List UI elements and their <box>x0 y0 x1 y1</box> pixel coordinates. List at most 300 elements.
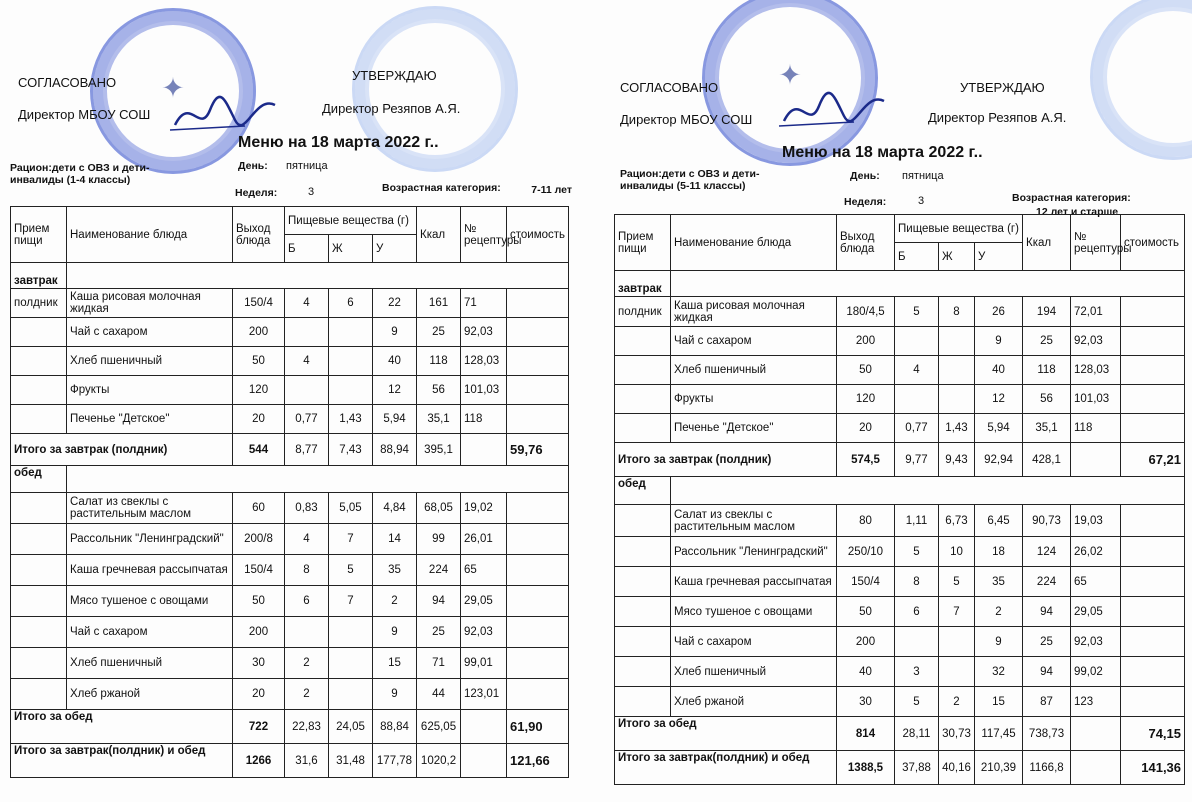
page-title: Меню на 18 марта 2022 г.. <box>782 144 983 161</box>
dish-b: 5 <box>895 687 939 717</box>
approved-by: Директор МБОУ СОШ <box>620 112 753 127</box>
dish-b: 3 <box>895 657 939 687</box>
ration-text: Рацион:дети с ОВЗ и дети-инвалиды (1-4 классы) <box>10 162 150 186</box>
dish-u: 9 <box>975 627 1023 657</box>
table-row <box>615 687 1185 717</box>
total-u: 117,45 <box>975 717 1023 751</box>
total-cost: 59,76 <box>507 434 569 466</box>
dish-recipe: 123 <box>1071 687 1121 717</box>
total-b: 9,77 <box>895 443 939 477</box>
approved-by: Директор МБОУ СОШ <box>18 107 151 122</box>
dish-name: Салат из свеклы с растительным маслом <box>67 493 233 524</box>
meal-sub: полдник <box>11 289 67 318</box>
dish-b: 4 <box>895 356 939 385</box>
dish-kcal: 99 <box>417 524 461 555</box>
dish-u: 2 <box>975 597 1023 627</box>
dish-u: 15 <box>975 687 1023 717</box>
section-spacer <box>67 263 569 289</box>
col-meal: Прием пищи <box>615 215 671 271</box>
total-kcal: 738,73 <box>1023 717 1071 751</box>
total-label: Итого за обед <box>615 717 837 751</box>
table-row <box>615 537 1185 567</box>
grand-total-cost: 121,66 <box>507 744 569 778</box>
table-row <box>11 555 569 586</box>
dish-output: 150/4 <box>233 289 285 318</box>
dish-recipe: 99,01 <box>461 648 507 679</box>
dish-name: Рассольник "Ленинградский" <box>67 524 233 555</box>
dish-zh <box>939 657 975 687</box>
dish-output: 50 <box>837 597 895 627</box>
dish-kcal: 124 <box>1023 537 1071 567</box>
dish-output: 60 <box>233 493 285 524</box>
dish-name: Мясо тушеное с овощами <box>671 597 837 627</box>
total-u: 88,94 <box>373 434 417 466</box>
total-row <box>615 443 1185 477</box>
dish-u: 35 <box>975 567 1023 597</box>
table-row <box>11 679 569 710</box>
dish-recipe: 118 <box>461 405 507 434</box>
dish-name: Мясо тушеное с овощами <box>67 586 233 617</box>
dish-zh: 7 <box>329 524 373 555</box>
dish-cost <box>507 289 569 318</box>
grand-total-row <box>11 744 569 778</box>
dish-b: 2 <box>285 648 329 679</box>
dish-name: Фрукты <box>671 385 837 414</box>
dish-b: 4 <box>285 347 329 376</box>
dish-name: Печенье "Детское" <box>67 405 233 434</box>
dish-output: 150/4 <box>233 555 285 586</box>
total-output: 574,5 <box>837 443 895 477</box>
section-lunch: обед <box>11 466 67 493</box>
dish-u: 5,94 <box>373 405 417 434</box>
col-meal: Прием пищи <box>11 207 67 263</box>
dish-name: Хлеб пшеничный <box>671 657 837 687</box>
dish-zh: 5 <box>939 567 975 597</box>
dish-recipe: 118 <box>1071 414 1121 443</box>
menu-table <box>614 214 1185 785</box>
dish-recipe: 92,03 <box>461 617 507 648</box>
age-value: 7-11 лет <box>531 184 572 196</box>
confirm-label: УТВЕРЖДАЮ <box>352 68 437 83</box>
table-row <box>615 414 1185 443</box>
page-title: Меню на 18 марта 2022 г.. <box>238 134 439 151</box>
col-nutrients: Пищевые вещества (г) <box>285 207 417 235</box>
dish-b <box>895 385 939 414</box>
dish-b: 5 <box>895 297 939 327</box>
table-row <box>615 505 1185 537</box>
grand-total-output: 1388,5 <box>837 751 895 785</box>
dish-recipe: 128,03 <box>461 347 507 376</box>
dish-b <box>895 627 939 657</box>
dish-u: 9 <box>373 318 417 347</box>
dish-b: 0,83 <box>285 493 329 524</box>
total-cost: 74,15 <box>1121 717 1185 751</box>
grand-total-u: 210,39 <box>975 751 1023 785</box>
dish-u: 2 <box>373 586 417 617</box>
dish-u: 14 <box>373 524 417 555</box>
total-cost: 67,21 <box>1121 443 1185 477</box>
dish-recipe: 92,03 <box>1071 627 1121 657</box>
total-cost: 61,90 <box>507 710 569 744</box>
dish-kcal: 94 <box>1023 597 1071 627</box>
col-b: Б <box>285 235 329 263</box>
dish-output: 200 <box>837 627 895 657</box>
dish-kcal: 68,05 <box>417 493 461 524</box>
week-label: Неделя: <box>235 187 278 199</box>
grand-total-kcal: 1166,8 <box>1023 751 1071 785</box>
col-recipe: № рецептуры <box>1071 215 1121 271</box>
dish-kcal: 118 <box>1023 356 1071 385</box>
col-kcal: Ккал <box>1023 215 1071 271</box>
dish-zh: 2 <box>939 687 975 717</box>
dish-zh <box>329 617 373 648</box>
dish-b: 4 <box>285 524 329 555</box>
dish-zh: 1,43 <box>939 414 975 443</box>
dish-kcal: 87 <box>1023 687 1071 717</box>
dish-name: Хлеб ржаной <box>671 687 837 717</box>
dish-recipe: 123,01 <box>461 679 507 710</box>
table-row <box>615 297 1185 327</box>
total-row <box>615 717 1185 751</box>
dish-kcal: 94 <box>1023 657 1071 687</box>
table-row <box>615 627 1185 657</box>
dish-u: 35 <box>373 555 417 586</box>
dish-recipe: 65 <box>1071 567 1121 597</box>
dish-output: 180/4,5 <box>837 297 895 327</box>
dish-output: 120 <box>837 385 895 414</box>
total-kcal: 395,1 <box>417 434 461 466</box>
grand-total-zh: 40,16 <box>939 751 975 785</box>
col-kcal: Ккал <box>417 207 461 263</box>
dish-recipe: 26,02 <box>1071 537 1121 567</box>
dish-b <box>285 318 329 347</box>
dish-output: 50 <box>233 347 285 376</box>
dish-u: 12 <box>373 376 417 405</box>
dish-b: 4 <box>285 289 329 318</box>
dish-recipe: 29,05 <box>461 586 507 617</box>
dish-recipe: 128,03 <box>1071 356 1121 385</box>
dish-b <box>895 327 939 356</box>
dish-output: 200/8 <box>233 524 285 555</box>
dish-output: 20 <box>837 414 895 443</box>
dish-zh <box>329 648 373 679</box>
dish-zh: 5 <box>329 555 373 586</box>
dish-b: 0,77 <box>895 414 939 443</box>
grand-total-output: 1266 <box>233 744 285 778</box>
dish-recipe: 99,02 <box>1071 657 1121 687</box>
day-value: пятница <box>286 160 328 172</box>
dish-name: Каша рисовая молочная жидкая <box>671 297 837 327</box>
total-label: Итого за завтрак (полдник) <box>11 434 233 466</box>
table-row <box>11 493 569 524</box>
ration-text: Рацион:дети с ОВЗ и дети-инвалиды (5-11 классы) <box>620 168 760 192</box>
table-row <box>11 586 569 617</box>
dish-zh: 8 <box>939 297 975 327</box>
table-row <box>11 289 569 318</box>
total-u: 92,94 <box>975 443 1023 477</box>
dish-name: Фрукты <box>67 376 233 405</box>
col-b: Б <box>895 243 939 271</box>
dish-recipe: 71 <box>461 289 507 318</box>
total-b: 22,83 <box>285 710 329 744</box>
dish-kcal: 56 <box>1023 385 1071 414</box>
grand-total-cost: 141,36 <box>1121 751 1185 785</box>
total-kcal: 625,05 <box>417 710 461 744</box>
dish-name: Каша гречневая рассыпчатая <box>67 555 233 586</box>
col-zh: Ж <box>939 243 975 271</box>
dish-b: 8 <box>895 567 939 597</box>
menu-sheet-left <box>0 0 580 802</box>
dish-kcal: 224 <box>417 555 461 586</box>
table-row <box>11 318 569 347</box>
dish-recipe: 65 <box>461 555 507 586</box>
dish-name: Рассольник "Ленинградский" <box>671 537 837 567</box>
dish-output: 50 <box>837 356 895 385</box>
dish-kcal: 25 <box>417 617 461 648</box>
dish-u: 9 <box>373 617 417 648</box>
dish-zh: 1,43 <box>329 405 373 434</box>
director-seal <box>1090 0 1192 160</box>
section-lunch: обед <box>615 477 671 505</box>
dish-u: 5,94 <box>975 414 1023 443</box>
total-output: 722 <box>233 710 285 744</box>
dish-recipe: 101,03 <box>1071 385 1121 414</box>
dish-name: Салат из свеклы с растительным маслом <box>671 505 837 537</box>
dish-zh <box>329 679 373 710</box>
dish-output: 20 <box>233 405 285 434</box>
dish-kcal: 35,1 <box>1023 414 1071 443</box>
dish-zh <box>939 385 975 414</box>
total-row <box>11 710 569 744</box>
dish-name: Чай с сахаром <box>671 627 837 657</box>
grand-total-b: 37,88 <box>895 751 939 785</box>
dish-recipe: 101,03 <box>461 376 507 405</box>
dish-kcal: 194 <box>1023 297 1071 327</box>
dish-b: 2 <box>285 679 329 710</box>
table-row <box>11 376 569 405</box>
dish-name: Чай с сахаром <box>67 617 233 648</box>
day-label: День: <box>238 160 268 172</box>
dish-recipe: 72,01 <box>1071 297 1121 327</box>
col-dish: Наименование блюда <box>67 207 233 263</box>
dish-zh: 6 <box>329 289 373 318</box>
grand-total-zh: 31,48 <box>329 744 373 778</box>
table-row <box>11 347 569 376</box>
col-dish: Наименование блюда <box>671 215 837 271</box>
day-value: пятница <box>902 170 944 182</box>
table-row <box>11 405 569 434</box>
table-row <box>615 385 1185 414</box>
col-recipe: № рецептуры <box>461 207 507 263</box>
total-output: 814 <box>837 717 895 751</box>
table-row <box>615 327 1185 356</box>
col-nutrients: Пищевые вещества (г) <box>895 215 1023 243</box>
dish-output: 200 <box>233 617 285 648</box>
dish-recipe: 19,03 <box>1071 505 1121 537</box>
meal-sub: полдник <box>615 297 671 327</box>
dish-output: 150/4 <box>837 567 895 597</box>
dish-u: 26 <box>975 297 1023 327</box>
dish-output: 120 <box>233 376 285 405</box>
age-label: Возрастная категория: <box>1012 192 1131 204</box>
dish-u: 9 <box>373 679 417 710</box>
col-output: Выход блюда <box>837 215 895 271</box>
dish-zh <box>939 327 975 356</box>
section-breakfast: завтрак <box>11 263 67 289</box>
dish-kcal: 25 <box>1023 327 1071 356</box>
table-row <box>11 524 569 555</box>
dish-name: Хлеб пшеничный <box>671 356 837 385</box>
dish-kcal: 94 <box>417 586 461 617</box>
total-u: 88,84 <box>373 710 417 744</box>
dish-name: Каша рисовая молочная жидкая <box>67 289 233 318</box>
dish-output: 20 <box>233 679 285 710</box>
dish-u: 40 <box>975 356 1023 385</box>
confirm-label: УТВЕРЖДАЮ <box>960 80 1045 95</box>
dish-kcal: 44 <box>417 679 461 710</box>
dish-name: Каша гречневая рассыпчатая <box>671 567 837 597</box>
table-row <box>11 617 569 648</box>
week-value: 3 <box>918 195 925 207</box>
table-row <box>615 657 1185 687</box>
dish-b: 5 <box>895 537 939 567</box>
total-label: Итого за завтрак (полдник) <box>615 443 837 477</box>
dish-output: 200 <box>837 327 895 356</box>
dish-zh <box>329 347 373 376</box>
dish-name: Хлеб ржаной <box>67 679 233 710</box>
dish-name: Чай с сахаром <box>67 318 233 347</box>
dish-u: 6,45 <box>975 505 1023 537</box>
dish-name: Печенье "Детское" <box>671 414 837 443</box>
dish-name: Хлеб пшеничный <box>67 648 233 679</box>
dish-kcal: 35,1 <box>417 405 461 434</box>
dish-zh <box>329 376 373 405</box>
dish-output: 30 <box>837 687 895 717</box>
dish-b: 1,11 <box>895 505 939 537</box>
dish-output: 50 <box>233 586 285 617</box>
dish-b: 8 <box>285 555 329 586</box>
table-row <box>615 567 1185 597</box>
dish-recipe: 29,05 <box>1071 597 1121 627</box>
col-cost: стоимость <box>507 207 569 263</box>
dish-output: 80 <box>837 505 895 537</box>
week-value: 3 <box>308 186 315 198</box>
dish-name: Хлеб пшеничный <box>67 347 233 376</box>
dish-zh: 5,05 <box>329 493 373 524</box>
grand-total-label: Итого за завтрак(полдник) и обед <box>615 751 837 785</box>
grand-total-row <box>615 751 1185 785</box>
dish-zh <box>329 318 373 347</box>
signature-icon <box>165 90 285 140</box>
dish-b <box>285 376 329 405</box>
menu-sheet-right <box>606 0 1192 802</box>
dish-output: 30 <box>233 648 285 679</box>
grand-total-u: 177,78 <box>373 744 417 778</box>
dish-zh <box>939 356 975 385</box>
signature-icon <box>774 86 894 136</box>
school-seal <box>702 0 878 166</box>
total-b: 28,11 <box>895 717 939 751</box>
table-row <box>11 648 569 679</box>
dish-zh: 7 <box>939 597 975 627</box>
total-zh: 9,43 <box>939 443 975 477</box>
col-zh: Ж <box>329 235 373 263</box>
day-label: День: <box>850 170 880 182</box>
dish-b: 0,77 <box>285 405 329 434</box>
col-u: У <box>975 243 1023 271</box>
dish-recipe: 26,01 <box>461 524 507 555</box>
dish-u: 40 <box>373 347 417 376</box>
dish-output: 200 <box>233 318 285 347</box>
confirm-by: Директор Резяпов А.Я. <box>322 101 461 116</box>
total-kcal: 428,1 <box>1023 443 1071 477</box>
dish-u: 9 <box>975 327 1023 356</box>
total-zh: 7,43 <box>329 434 373 466</box>
dish-name: Чай с сахаром <box>671 327 837 356</box>
dish-zh: 6,73 <box>939 505 975 537</box>
menu-table <box>10 206 569 778</box>
dish-output: 40 <box>837 657 895 687</box>
week-label: Неделя: <box>844 196 887 208</box>
total-zh: 30,73 <box>939 717 975 751</box>
eagle-emblem-icon: ✦ <box>161 72 185 104</box>
total-label: Итого за обед <box>11 710 233 744</box>
dish-output: 250/10 <box>837 537 895 567</box>
dish-recipe: 19,02 <box>461 493 507 524</box>
section-breakfast: завтрак <box>615 271 671 297</box>
dish-zh: 7 <box>329 586 373 617</box>
dish-zh <box>939 627 975 657</box>
age-value: 12 лет и старше <box>1036 206 1119 218</box>
dish-kcal: 118 <box>417 347 461 376</box>
approved-label: СОГЛАСОВАНО <box>620 80 719 95</box>
total-output: 544 <box>233 434 285 466</box>
dish-u: 15 <box>373 648 417 679</box>
dish-u: 18 <box>975 537 1023 567</box>
dish-recipe: 92,03 <box>461 318 507 347</box>
col-u: У <box>373 235 417 263</box>
dish-u: 22 <box>373 289 417 318</box>
age-label: Возрастная категория: <box>382 182 501 194</box>
table-row <box>615 597 1185 627</box>
dish-recipe: 92,03 <box>1071 327 1121 356</box>
eagle-emblem-icon: ✦ <box>778 59 802 91</box>
table-row <box>615 356 1185 385</box>
dish-kcal: 25 <box>1023 627 1071 657</box>
total-b: 8,77 <box>285 434 329 466</box>
dish-kcal: 90,73 <box>1023 505 1071 537</box>
grand-total-label: Итого за завтрак(полдник) и обед <box>11 744 233 778</box>
dish-kcal: 71 <box>417 648 461 679</box>
dish-kcal: 56 <box>417 376 461 405</box>
grand-total-kcal: 1020,2 <box>417 744 461 778</box>
dish-kcal: 161 <box>417 289 461 318</box>
dish-u: 4,84 <box>373 493 417 524</box>
dish-u: 12 <box>975 385 1023 414</box>
dish-b: 6 <box>285 586 329 617</box>
confirm-by: Директор Резяпов А.Я. <box>928 110 1067 125</box>
total-zh: 24,05 <box>329 710 373 744</box>
approved-label: СОГЛАСОВАНО <box>18 75 117 90</box>
col-output: Выход блюда <box>233 207 285 263</box>
dish-b: 6 <box>895 597 939 627</box>
dish-zh: 10 <box>939 537 975 567</box>
dish-u: 32 <box>975 657 1023 687</box>
col-cost: стоимость <box>1121 215 1185 271</box>
dish-kcal: 224 <box>1023 567 1071 597</box>
dish-b <box>285 617 329 648</box>
dish-kcal: 25 <box>417 318 461 347</box>
